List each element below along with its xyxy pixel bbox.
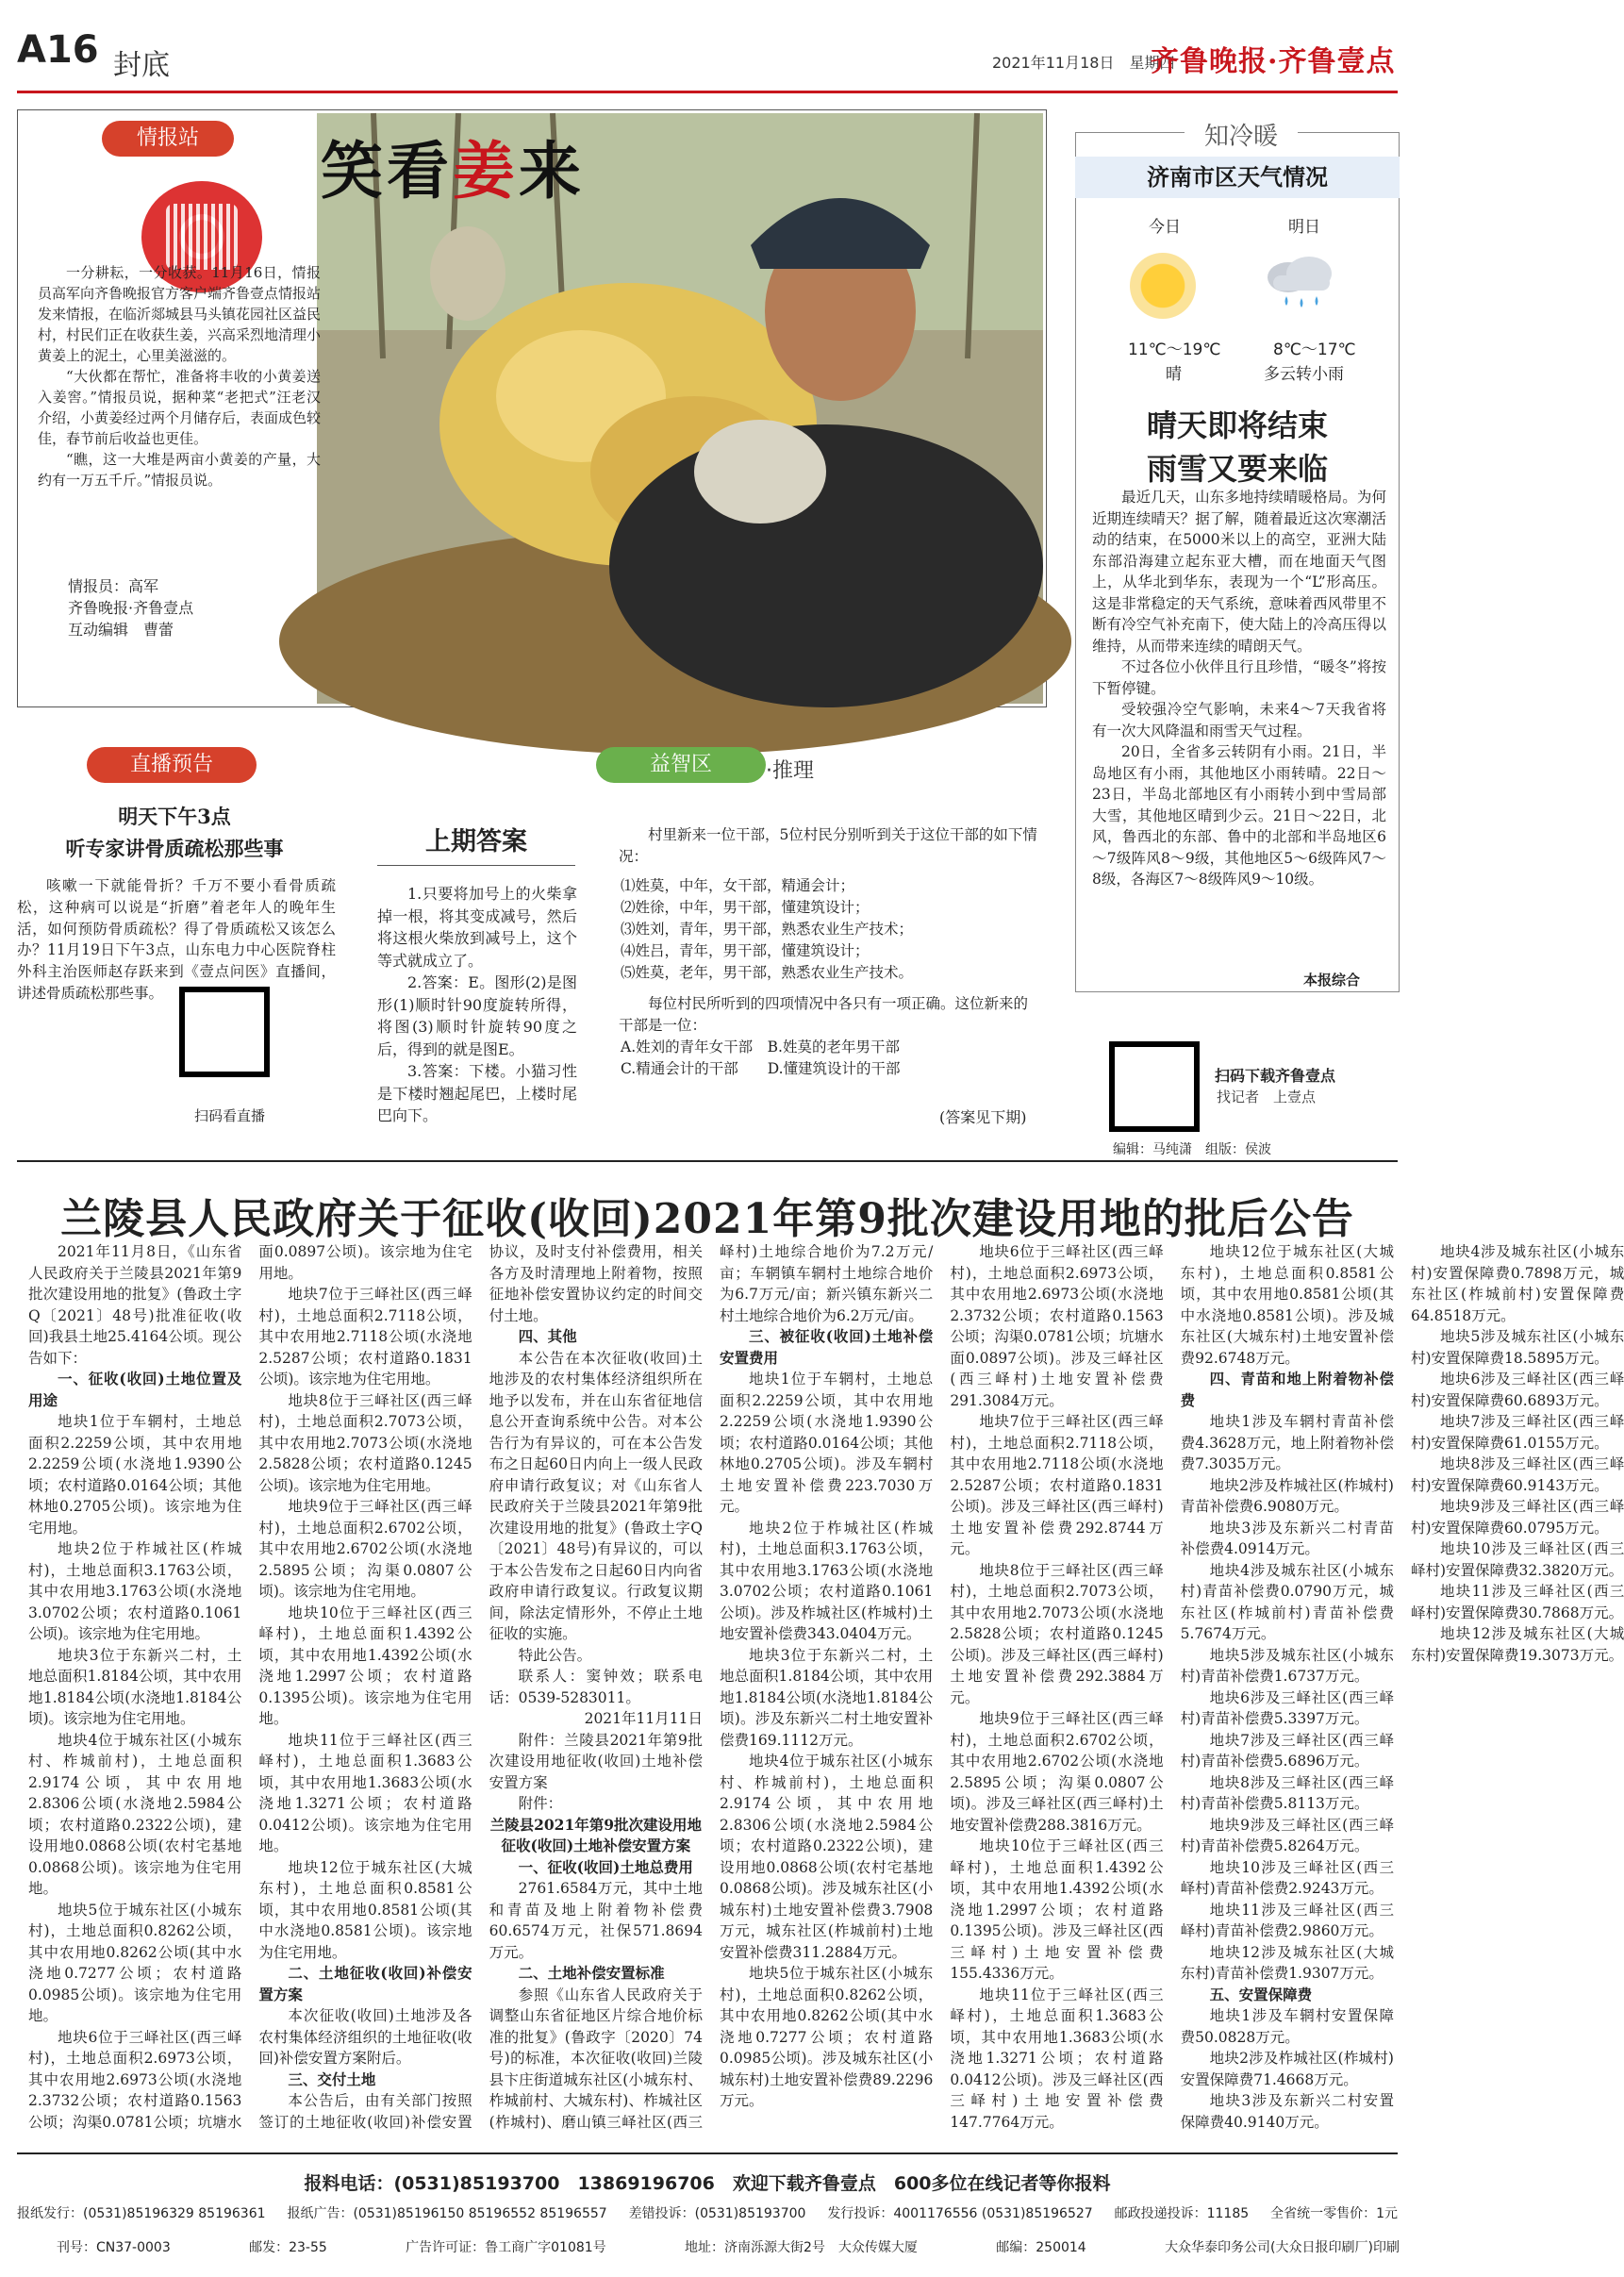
ginger-paragraph: 一分耕耘，一分收获。11月16日，情报员高军向齐鲁晚报官方客户端齐鲁壹点情报站发来情报，在临沂郯城县马头镇花园社区益民村，村民们正在收获生姜，兴高采烈地清理小黄姜上的泥土，心里美滋滋的。 (38, 264, 322, 364)
notice-heading: 四、其他 (518, 1327, 577, 1345)
footer-item: 地址：济南泺源大街2号 大众传媒大厦 (685, 2240, 918, 2255)
puzzle-subtag: ·推理 (766, 759, 814, 783)
notice-paragraph: 地块1位于车辋村，土地总面积2.2259公顷，其中农用地2.2259公顷(水浇地1.9390公顷；农村道路0.0164公顷；其他林地0.2705公顷)。涉及车辋村土地安置补偿费223.7030万元。 (719, 1371, 934, 1515)
live-paragraph: 咳嗽一下就能骨折？千万不要小看骨质疏松，这种病可以说是“折磨”着老年人的晚年生活，如何预防骨质疏松？得了骨质疏松又该怎么办？11月19日下午3点，山东电力中心医院脊柱外科主治医师赵存跃来到《壹点问医》直播间，讲述骨质疏松那些事。 (17, 877, 336, 1002)
puzzle-tag: 益智区 (596, 747, 766, 783)
credit-outlet: 齐鲁晚报·齐鲁壹点 (68, 599, 194, 617)
notice-paragraph: 地块4位于城东社区(小城东村、柞城前村)，土地总面积2.9174公顷，其中农用地2.8306公顷(水浇地2.5984公顷；农村道路0.2322公顷)，建设用地0.0868公顷(农村宅基地0.0868公顷)。涉及城东社区(小城东村)土地安置补偿费3.7908万元，城东社区(柞城前村)土地安置补偿费311.2884万元。 (719, 1753, 934, 1961)
notice-paragraph: 本次征收(收回)土地涉及各农村集体经济组织的土地征收(收回)补偿安置方案附后。 (258, 2007, 472, 2067)
notice-paragraph: 联系人：窦钟效；联系电话：0539-5283011。 (489, 1668, 703, 1706)
notice-paragraph: 地块8位于三峄社区(西三峄村)，土地总面积2.7073公顷，其中农用地2.7073公顷(水浇地2.5828公顷；农村道路0.1245公顷)。该宗地为住宅用地。 (258, 1391, 472, 1494)
notice-paragraph: 参照《山东省人民政府关于调整山东省征地区片综合地价标准的批复》(鲁政字〔2020〕74号)的标准，本次征收(收回)兰陵县卞庄街道城东社区(小城东村、柞城前村、大城东村)、柞城社区(柞城村)、磨山镇三峄社区(西三峄村)土地综合地价为7.2万元/亩；车辋镇车辋村土地综合地价为6.7万元/亩；新兴镇东新兴二村土地综合地价为6.2万元/亩。 (489, 1243, 934, 2131)
weather-section-label: 知冷暖 (1185, 117, 1298, 149)
live-qr-label: 扫码看直播 (194, 1107, 266, 1124)
puzzle-options-row2: C.精通会计的干部 D.懂建筑设计的干部 (621, 1060, 901, 1077)
notice-paragraph: 地块11涉及三峄社区(西三峄村)安置保障费30.7868万元。 (1410, 1583, 1624, 1621)
weather-article-body (1092, 487, 1386, 890)
previous-answer-body (377, 883, 577, 1127)
notice-paragraph: 地块5位于城东社区(小城东村)，土地总面积0.8262公顷，其中农用地0.8262公顷(其中水浇地0.7277公顷；农村道路0.0985公顷)。该宗地为住宅用地。 (28, 1901, 242, 2024)
notice-paragraph: 地块4位于城东社区(小城东村、柞城前村)，土地总面积2.9174公顷，其中农用地2.8306公顷(水浇地2.5984公顷；农村道路0.2322公顷)，建设用地0.0868公顷(农村宅基地0.0868公顷)。该宗地为住宅用地。 (28, 1731, 242, 1897)
footer-info-row2 (57, 2237, 1400, 2256)
notice-heading: 兰陵县2021年第9批次建设用地征收(收回)土地补偿安置方案 (489, 1815, 703, 1854)
live-qr-code[interactable] (179, 987, 270, 1077)
notice-heading: 五、安置保障费 (1209, 1985, 1313, 2003)
page-number: A16 (17, 28, 99, 72)
footer-item: 报纸广告：(0531)85196150 85196552 85196557 (287, 2206, 607, 2221)
notice-paragraph: 地块8涉及三峄社区(西三峄村)青苗补偿费5.8113万元。 (1180, 1773, 1394, 1812)
notice-paragraph: 地块3位于东新兴二村，土地总面积1.8184公顷，其中农用地1.8184公顷(水浇地1.8184公顷)。该宗地为住宅用地。 (28, 1646, 242, 1727)
puzzle-options-row1: A.姓刘的青年女干部 B.姓莫的老年男干部 (621, 1039, 900, 1055)
footer-rule (17, 2152, 1398, 2154)
notice-paragraph: 地块2涉及柞城社区(柞城村)青苗补偿费6.9080万元。 (1180, 1476, 1394, 1515)
credit-editor: 互动编辑 曹蕾 (68, 621, 174, 639)
weather-headline-line2: 雨雪又要来临 (1146, 451, 1328, 487)
puzzle-question-text: 每位村民所听到的四项情况中各只有一项正确。这位新来的干部是一位： (619, 995, 1029, 1034)
weather-today-condition: 晴 (1166, 365, 1182, 384)
footer-item: 报纸发行：(0531)85196329 85196361 (17, 2206, 266, 2221)
live-preview-tag: 直播预告 (87, 747, 257, 783)
notice-heading: 二、土地征收(收回)补偿安置方案 (258, 1964, 472, 2003)
notice-title: 兰陵县人民政府关于征收(收回)2021年第9批次建设用地的批后公告 (60, 1195, 1354, 1243)
notice-paragraph: 地块9涉及三峄社区(西三峄村)安置保障费60.0795万元。 (1410, 1498, 1624, 1537)
footer-item: 刊号：CN37-0003 (57, 2240, 171, 2255)
notice-paragraph: 地块10涉及三峄社区(西三峄村)青苗补偿费2.9243万元。 (1180, 1858, 1394, 1897)
notice-paragraph: 地块3涉及东新兴二村安置保障费40.9140万元。 (1180, 2092, 1394, 2131)
notice-paragraph: 地块6位于三峄社区(西三峄村)，土地总面积2.6973公顷，其中农用地2.6973公顷(水浇地2.3732公顷；农村道路0.1563公顷；沟渠0.0781公顷；坑塘水面0.0897公顷)。涉及三峄社区(西三峄村)土地安置补偿费291.3084万元。 (950, 1243, 1164, 1409)
ginger-credits (68, 575, 193, 640)
notice-paragraph: 地块8位于三峄社区(西三峄村)，土地总面积2.7073公顷，其中农用地2.7073公顷(水浇地2.5828公顷；农村道路0.1245公顷)。涉及三峄社区(西三峄村)土地安置补偿费292.3884万元。 (950, 1561, 1164, 1706)
notice-paragraph: 附件： (518, 1795, 563, 1812)
notice-body (28, 1241, 1624, 2137)
notice-paragraph: 地块4涉及城东社区(小城东村)青苗补偿费0.0790万元，城东社区(柞城前村)青苗补偿费5.7674万元。 (1180, 1561, 1394, 1642)
notice-heading: 一、征收(收回)土地位置及用途 (28, 1370, 242, 1409)
weather-tomorrow-temp: 8℃～17℃ (1273, 341, 1356, 359)
section-divider (17, 1160, 1398, 1162)
issue-date: 2021年11月18日 星期四 (992, 54, 1175, 72)
notice-paragraph: 地块10位于三峄社区(西三峄村)，土地总面积1.4392公顷，其中农用地1.4392公顷(水浇地1.2997公顷；农村道路0.1395公顷)。涉及三峄社区(西三峄村)土地安置补偿费155.4336万元。 (950, 1837, 1164, 1982)
weather-headline (1075, 404, 1400, 490)
notice-paragraph: 2021年11月8日，《山东省人民政府关于兰陵县2021年第9批次建设用地的批复》(鲁政土字Q〔2021〕48号)批准征收(收回)我县土地25.4164公顷。现公告如下： (28, 1243, 242, 1367)
notice-paragraph: 地块6位于三峄社区(西三峄村)，土地总面积2.6973公顷，其中农用地2.6973公顷(水浇地2.3732公顷；农村道路0.1563公顷；沟渠0.0781公顷；坑塘水面0.0897公顷)。该宗地为住宅用地。 (28, 1243, 472, 2131)
notice-paragraph: 地块9位于三峄社区(西三峄村)，土地总面积2.6702公顷，其中农用地2.6702公顷(水浇地2.5895公顷；沟渠0.0807公顷)。涉及三峄社区(西三峄村)土地安置补偿费288.3816万元。 (950, 1710, 1164, 1834)
notice-paragraph: 地块2位于柞城社区(柞城村)，土地总面积3.1763公顷，其中农用地3.1763公顷(水浇地3.0702公顷；农村道路0.1061公顷)。该宗地为住宅用地。 (28, 1540, 242, 1642)
puzzle-statement: ⑵姓徐，中年，男干部，懂建筑设计； (621, 899, 870, 916)
notice-paragraph: 特此公告。 (518, 1646, 592, 1664)
cloud-rain-icon (1260, 255, 1341, 311)
puzzle-statement: ⑸姓莫，老年，男干部，熟悉农业生产技术。 (621, 964, 914, 981)
notice-paragraph: 地块8涉及三峄社区(西三峄村)安置保障费60.9143万元。 (1410, 1455, 1624, 1494)
puzzle-statement: ⑶姓刘，青年，男干部，熟悉农业生产技术； (621, 921, 914, 938)
notice-heading: 三、交付土地 (288, 2069, 376, 2088)
notice-paragraph: 地块10位于三峄社区(西三峄村)，土地总面积1.4392公顷，其中农用地1.4392公顷(水浇地1.2997公顷；农村道路0.1395公顷)。该宗地为住宅用地。 (258, 1604, 472, 1727)
previous-answer-item: 1.只要将加号上的火柴拿掉一根，将其变成减号，然后将这根火柴放到减号上，这个等式就成立了。 (377, 885, 577, 970)
notice-paragraph: 地块12位于城东社区(大城东村)，土地总面积0.8581公顷，其中农用地0.8581公顷(其中水浇地0.8581公顷)。该宗地为住宅用地。 (258, 1858, 472, 1961)
previous-answer-item: 3.答案：下楼。小猫习性是下楼时翘起尾巴，上楼时尾巴向下。 (377, 1062, 577, 1124)
weather-paragraph: 受较强冷空气影响，未来4～7天我省将有一次大风降温和雨雪天气过程。 (1092, 701, 1386, 740)
app-download-qr-code[interactable] (1109, 1041, 1200, 1132)
weather-today-temp: 11℃～19℃ (1128, 341, 1221, 359)
weather-headline-line1: 晴天即将结束 (1146, 407, 1328, 443)
notice-heading: 一、征收(收回)土地总费用 (518, 1857, 693, 1876)
weather-paragraph: 不过各位小伙伴且行且珍惜，“暖冬”将按下暂停键。 (1092, 658, 1386, 697)
notice-paragraph: 地块10涉及三峄社区(西三峄村)安置保障费32.3820万元。 (1410, 1540, 1624, 1579)
weather-paragraph: 最近几天，山东多地持续晴暖格局。为何近期连续晴天？据了解，随着最近这次寒潮活动的结束，在5000米以上的高空，亚洲大陆东部沿海建立起东亚大槽，而在地面天气图上，从华北到华东，表现为一个“L”形高压。这是非常稳定的天气系统，意味着西风带里不断有冷空气补充南下，使大陆上的冷高压得以维持，从而带来连续的晴朗天气。 (1092, 489, 1386, 655)
notice-paragraph: 地块11位于三峄社区(西三峄村)，土地总面积1.3683公顷，其中农用地1.3683公顷(水浇地1.3271公顷；农村道路0.0412公顷)。涉及三峄社区(西三峄村)土地安置补偿费147.7764万元。 (950, 1986, 1164, 2131)
notice-paragraph: 地块11位于三峄社区(西三峄村)，土地总面积1.3683公顷，其中农用地1.3683公顷(水浇地1.3271公顷；农村道路0.0412公顷)。该宗地为住宅用地。 (258, 1731, 472, 1854)
puzzle-answer-note: (答案见下期) (939, 1108, 1027, 1126)
footer-item: 广告许可证：鲁工商广字01081号 (406, 2240, 606, 2255)
puzzle-statement: ⑴姓莫，中年，女干部，精通会计； (621, 877, 855, 894)
notice-paragraph: 地块12位于城东社区(大城东村)，土地总面积0.8581公顷，其中农用地0.8581公顷(其中水浇地0.8581公顷)。涉及城东社区(大城东村)土地安置补偿费92.6748万元。 (1180, 1243, 1394, 1367)
download-line1: 扫码下载齐鲁壹点 (1215, 1067, 1336, 1085)
notice-paragraph: 地块1涉及车辋村青苗补偿费4.3628万元，地上附着物补偿费7.3035万元。 (1180, 1413, 1394, 1472)
notice-paragraph: 地块2位于柞城社区(柞城村)，土地总面积3.1763公顷，其中农用地3.1763公顷(水浇地3.0702公顷；农村道路0.1061公顷)。涉及柞城社区(柞城村)土地安置补偿费343.0404万元。 (719, 1519, 934, 1642)
section-name: 封底 (113, 49, 170, 82)
footer-item: 大众华泰印务公司(大众日报印刷厂)印刷 (1165, 2240, 1400, 2255)
footer-item: 邮发：23-55 (249, 2240, 327, 2255)
notice-paragraph: 2761.6584万元，其中土地和青苗及地上附着物补偿费60.6574万元，社保571.8694万元。 (489, 1880, 703, 1961)
previous-answer-title: 上期答案 (377, 821, 575, 866)
footer-hotline: 报料电话：(0531)85193700 13869196706 欢迎下载齐鲁壹点 600多位在线记者等你报料 (304, 2173, 1111, 2194)
notice-paragraph: 地块5涉及城东社区(小城东村)安置保障费18.5895万元。 (1410, 1328, 1624, 1367)
notice-paragraph: 地块12涉及城东社区(大城东村)青苗补偿费1.9307万元。 (1180, 1943, 1394, 1982)
footer-item: 邮政投递投诉：11185 (1114, 2206, 1250, 2221)
notice-paragraph: 地块11涉及三峄社区(西三峄村)青苗补偿费2.9860万元。 (1180, 1901, 1394, 1939)
weather-today-label: 今日 (1149, 218, 1181, 237)
notice-paragraph: 地块6涉及三峄社区(西三峄村)青苗补偿费5.3397万元。 (1180, 1688, 1394, 1727)
notice-paragraph: 附件：兰陵县2021年第9批次建设用地征收(收回)土地补偿安置方案 (489, 1731, 703, 1791)
notice-paragraph: 本公告后，由有关部门按照签订的土地征收(收回)补偿安置协议，及时支付补偿费用，相关各方及时清理地上附着物，按照征地补偿安置协议约定的时间交付土地。 (258, 1243, 703, 2131)
notice-paragraph: 本公告在本次征收(收回)土地涉及的农村集体经济组织所在地予以发布，并在山东省征地信息公开查询系统中公告。对本公告行为有异议的，可在本公告发布之日起60日内向上一级人民政府申请行政复议；对《山东省人民政府关于兰陵县2021年第9批次建设用地的批复》(鲁政土字Q〔2021〕48号)有异议的，可以于本公告发布之日起60日内向省政府申请行政复议。行政复议期间，除法定情形外，不停止土地征收的实施。 (489, 1349, 703, 1642)
header-rule (17, 91, 1398, 93)
credit-reporter: 情报员：高军 (68, 577, 159, 595)
notice-paragraph: 地块7位于三峄社区(西三峄村)，土地总面积2.7118公顷，其中农用地2.7118公顷(水浇地2.5287公顷；农村道路0.1831公顷)。该宗地为住宅用地。 (258, 1286, 472, 1388)
notice-paragraph: 地块1位于车辋村，土地总面积2.2259公顷，其中农用地2.2259公顷(水浇地1.9390公顷；农村道路0.0164公顷；其他林地0.2705公顷)。该宗地为住宅用地。 (28, 1413, 242, 1537)
notice-paragraph: 地块1涉及车辋村安置保障费50.0828万元。 (1180, 2007, 1394, 2046)
ginger-paragraph: “大伙都在帮忙，准备将丰收的小黄姜送入姜窖。”情报员说，据种菜“老把式”汪老汉介绍，小黄姜经过两个月储存后，表面成色较佳，春节前后收益也更佳。 (38, 368, 322, 447)
previous-answer-item: 2.答案：E。图形(2)是图形(1)顺时针90度旋转所得，将图(3)顺时针旋转90度之后，得到的就是图E。 (377, 973, 577, 1058)
notice-paragraph: 地块2涉及柞城社区(柞城村)安置保障费71.4668万元。 (1180, 2050, 1394, 2088)
notice-paragraph: 地块9涉及三峄社区(西三峄村)青苗补偿费5.8264万元。 (1180, 1816, 1394, 1854)
notice-heading: 二、土地补偿安置标准 (518, 1964, 665, 1982)
weather-source: 本报综合 (1303, 972, 1361, 989)
notice-paragraph: 地块5位于城东社区(小城东村)，土地总面积0.8262公顷，其中农用地0.8262公顷(其中水浇地0.7277公顷；农村道路0.0985公顷)。涉及城东社区(小城东村)土地安置补偿费89.2296万元。 (719, 1965, 934, 2109)
footer-item: 邮编：250014 (996, 2240, 1086, 2255)
footer-item: 全省统一零售价：1元 (1270, 2206, 1398, 2221)
notice-paragraph: 地块3涉及东新兴二村青苗补偿费4.0914万元。 (1180, 1519, 1394, 1557)
notice-paragraph: 地块4涉及城东社区(小城东村)安置保障费0.7898万元，城东社区(柞城前村)安置保障费64.8518万元。 (1410, 1243, 1624, 1324)
notice-paragraph: 地块9位于三峄社区(西三峄村)，土地总面积2.6702公顷，其中农用地2.6702公顷(水浇地2.5895公顷；沟渠0.0807公顷)。该宗地为住宅用地。 (258, 1498, 472, 1600)
footer-item: 发行投诉：4001176556 (0531)85196527 (827, 2206, 1093, 2221)
page-editors: 编辑：马纯潇 组版：侯波 (1113, 1142, 1271, 1157)
photo-headline: 笑看姜来 (321, 134, 585, 208)
live-headline-line2: 听专家讲骨质疏松那些事 (65, 837, 284, 860)
weather-title: 济南市区天气情况 (1075, 157, 1400, 198)
notice-paragraph: 2021年11月11日 (584, 1710, 703, 1727)
weather-paragraph: 20日，全省多云转阴有小雨。21日，半岛地区有小雨，其他地区小雨转晴。22日～23日，半岛北部地区有小雨转小到中雪局部大雪，其他地区晴到少云。21日～22日，北风，鲁西北的东部、鲁中的北部和半岛地区6～7级阵风8～9级，其他地区5～6级阵风7～8级，各海区7～8级阵风9～10级。 (1092, 743, 1386, 888)
weather-tomorrow-condition: 多云转小雨 (1264, 365, 1344, 384)
download-line2: 找记者 上壹点 (1217, 1089, 1317, 1105)
puzzle-question (619, 824, 1041, 1080)
sun-icon (1130, 253, 1196, 319)
masthead-logo: 齐鲁晚报·齐鲁壹点 (1151, 45, 1396, 78)
notice-paragraph: 地块7涉及三峄社区(西三峄村)安置保障费61.0155万元。 (1410, 1413, 1624, 1452)
notice-heading: 四、青苗和地上附着物补偿费 (1180, 1370, 1394, 1409)
ginger-article-body (38, 262, 321, 490)
ginger-paragraph: “瞧，这一大堆是两亩小黄姜的产量，大约有一万五千斤。”情报员说。 (38, 451, 321, 489)
footer-item: 差错投诉：(0531)85193700 (628, 2206, 806, 2221)
intel-station-tag: 情报站 (102, 121, 234, 157)
notice-heading: 三、被征收(收回)土地补偿安置费用 (719, 1327, 934, 1367)
notice-paragraph: 地块6涉及三峄社区(西三峄村)安置保障费60.6893万元。 (1410, 1371, 1624, 1409)
notice-paragraph: 地块7涉及三峄社区(西三峄村)青苗补偿费5.6896万元。 (1180, 1731, 1394, 1770)
live-article-body (17, 875, 336, 1005)
live-headline-line1: 明天下午3点 (118, 805, 231, 828)
notice-paragraph: 地块3位于东新兴二村，土地总面积1.8184公顷，其中农用地1.8184公顷(水浇地1.8184公顷)。涉及东新兴二村土地安置补偿费169.1112万元。 (719, 1646, 934, 1749)
notice-paragraph: 地块5涉及城东社区(小城东村)青苗补偿费1.6737万元。 (1180, 1646, 1394, 1685)
notice-paragraph: 地块7位于三峄社区(西三峄村)，土地总面积2.7118公顷，其中农用地2.7118公顷(水浇地2.5287公顷；农村道路0.1831公顷)。涉及三峄社区(西三峄村)土地安置补偿费292.8744万元。 (950, 1413, 1164, 1557)
intel-station-qr-code (166, 204, 238, 270)
notice-paragraph: 地块12涉及城东社区(大城东村)安置保障费19.3073万元。 (1410, 1625, 1624, 1664)
puzzle-statement: ⑷姓吕，青年，男干部，懂建筑设计； (621, 942, 870, 959)
puzzle-intro: 村里新来一位干部，5位村民分别听到关于这位干部的如下情况： (619, 826, 1037, 865)
weather-tomorrow-label: 明日 (1288, 218, 1320, 237)
footer-info-row1 (17, 2203, 1398, 2222)
